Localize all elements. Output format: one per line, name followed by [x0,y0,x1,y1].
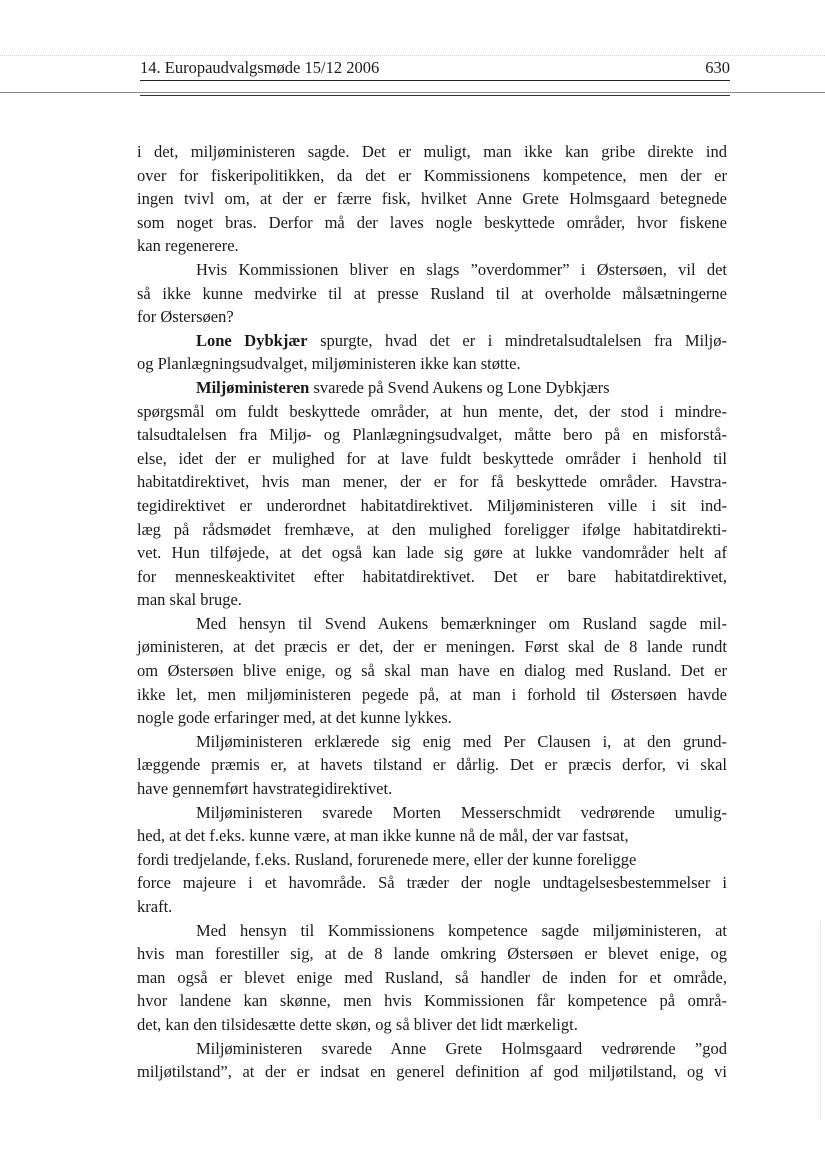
line-text: spørgsmål om fuldt beskyttede områder, at hun mente, det, der stod i mindre- [137,401,727,421]
line-text: hed, at det f.eks. kunne være, at man ikke kunne nå de mål, der var fastsat, [137,826,629,846]
line-text: kraft. [137,897,173,916]
text-line [137,706,727,730]
line-text: fordi tredjelande, f.eks. Rusland, forurenede mere, eller der kunne foreligge [137,849,637,869]
text-line [137,683,727,707]
text-line [137,400,727,424]
text-line [137,919,727,943]
line-text: hvor landene kan skønne, men hvis Kommissionen får kompetence på områ- [137,991,727,1011]
line-text: læggende præmis er, at havets tilstand er dårlig. Det er præcis derfor, vi skal [137,755,727,775]
line-text: nogle gode erfaringer med, at det kunne lykkes. [137,708,452,728]
text-line [137,447,727,471]
text-line [137,470,727,494]
text-line [137,164,727,188]
speaker-name: Lone Dybkjær [196,330,308,350]
text-line [137,352,727,376]
text-line [137,565,727,589]
text-line [137,824,727,848]
text-line [137,1013,727,1037]
line-text: vet. Hun tilføjede, at det også kan lade sig gøre at lukke vandområder helt af [137,543,727,563]
text-line [137,966,727,990]
line-text: man skal bruge. [137,590,242,610]
line-text: miljøtilstand”, at der er indsat en generel definition af god miljøtilstand, og vi [137,1062,727,1082]
text-line [137,305,727,329]
text-line [137,730,727,754]
scan-edge-specks [820,920,822,1120]
text-line [137,518,727,542]
line-text: Med hensyn til Svend Aukens bemærkninger om Rusland sagde mil- [196,613,727,633]
line-text: i det, miljøministeren sagde. Det er muligt, man ikke kan gribe direkte ind [137,142,727,161]
text-line [137,895,727,919]
text-line [137,989,727,1013]
header-title: 14. Europaudvalgsmøde 15/12 2006 [140,58,380,77]
line-text: ikke let, men miljøministeren pegede på, at man i forhold til Østersøen havde [137,684,727,704]
line-text: for Østersøen? [137,307,234,327]
text-line [137,258,727,282]
text-line [137,282,727,306]
text-line [137,942,727,966]
line-text: have gennemført havstrategidirektivet. [137,779,393,799]
line-text: for menneskeaktivitet efter habitatdirektivet. Det er bare habitatdirektivet, [137,566,727,586]
text-line [137,423,727,447]
text-line [137,140,727,164]
line-text: så ikke kunne medvirke til at presse Rusland til at overholde målsætningerne [137,283,727,303]
header-rule [140,80,730,81]
scan-edge-line [0,55,825,56]
text-line [137,801,727,825]
line-text: Miljøministeren svarede Anne Grete Holmsgaard vedrørende ”god [196,1038,727,1058]
text-line [137,187,727,211]
text-line [137,612,727,636]
text-line [137,1060,727,1084]
line-text: spurgte, hvad det er i mindretalsudtalelsen fra Miljø- [307,330,727,350]
text-line [137,659,727,683]
header-rule-lower [140,95,730,96]
text-line [137,234,727,258]
text-line [137,635,727,659]
line-text: man også er blevet enige med Rusland, så handler de inden for et område, [137,967,727,987]
speaker-name: Miljøministeren [196,377,310,397]
line-text: force majeure i et havområde. Så træder der nogle undtagelsesbestemmelser i [137,873,727,893]
text-line [137,329,727,353]
line-text: tegidirektivet er underordnet habitatdirektivet. Miljøministeren ville i sit ind- [137,495,727,515]
text-line [137,848,727,872]
page-number: 630 [705,58,730,77]
text-line [137,753,727,777]
line-text: det, kan den tilsidesætte dette skøn, og så bliver det lidt mærkeligt. [137,1014,578,1034]
line-text: ingen tvivl om, at der er færre fisk, hvilket Anne Grete Holmsgaard betegnede [137,189,727,209]
line-text: over for fiskeripolitikken, da det er Kommissionens kompetence, men der er [137,165,727,185]
line-text: kan regenerere. [137,236,239,256]
body-text [137,140,727,1084]
line-text: hvis man forestiller sig, at de 8 lande omkring Østersøen er blevet enige, og [137,944,727,964]
text-line [137,376,727,400]
line-text: og Planlægningsudvalget, miljøministeren ikke kan støtte. [137,354,521,374]
text-line [137,871,727,895]
text-line [137,1037,727,1061]
text-line [137,211,727,235]
line-text: else, idet der er mulighed for at lave fuldt beskyttede områder i henhold til [137,448,727,468]
header-rule-scan [0,92,825,93]
line-text: som noget bras. Derfor må der laves nogle beskyttede områder, hvor fiskene [137,212,727,232]
text-line [137,494,727,518]
line-text: læg på rådsmødet fremhæve, at den mulighed foreligger ifølge habitatdirekti- [137,519,727,539]
text-line [137,588,727,612]
text-line [137,541,727,565]
line-text: habitatdirektivet, hvis man mener, der er for få beskyttede områder. Havstra- [137,472,727,492]
line-text: Miljøministeren erklærede sig enig med Per Clausen i, at den grund- [196,731,727,751]
line-text: om Østersøen blive enige, og så skal man have en dialog med Rusland. Det er [137,661,727,681]
line-text: Med hensyn til Kommissionens kompetence sagde miljøministeren, at [196,920,727,940]
text-line [137,777,727,801]
line-text: talsudtalelsen fra Miljø- og Planlægningsudvalget, måtte bero på en misforstå- [137,425,727,445]
line-text: Miljøministeren svarede Morten Messerschmidt vedrørende umulig- [196,802,727,822]
line-text: Hvis Kommissionen bliver en slags ”overdommer” i Østersøen, vil det [196,259,727,279]
line-text: svarede på Svend Aukens og Lone Dybkjærs [309,377,610,397]
line-text: jøministeren, at det præcis er det, der er meningen. Først skal de 8 lande rundt [137,637,727,657]
